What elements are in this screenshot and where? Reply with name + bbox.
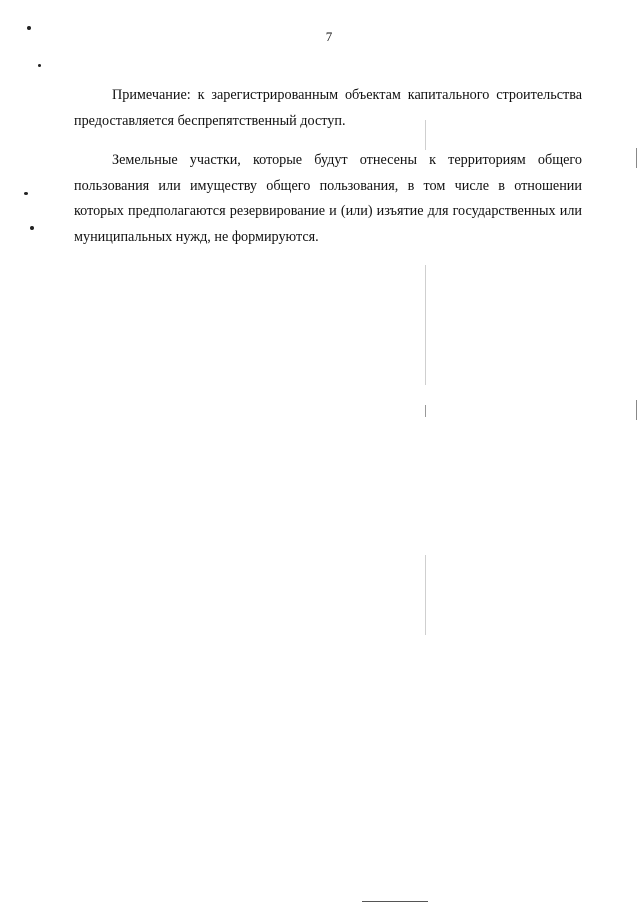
scan-line — [425, 265, 426, 385]
scan-line — [362, 901, 428, 902]
scan-speck — [24, 192, 28, 195]
scan-line — [425, 120, 426, 150]
scan-speck — [38, 64, 41, 67]
scan-line — [425, 555, 426, 635]
scan-line — [636, 400, 637, 420]
scan-speck — [30, 226, 34, 230]
note-paragraph: Примечание: к зарегистрированным объектам капитального строительства предоставляется беспрепятственный доступ. — [74, 87, 582, 129]
land-plots-paragraph: Земельные участки, которые будут отнесены к территориям общего пользования или имуществу общего пользования, в том числе в отношении которых предполагаются резервирование и (или) изъятие для государственных или муниципальных нужд, не формируются. — [74, 152, 582, 245]
page-number: 7 — [325, 29, 333, 44]
scan-line — [636, 148, 637, 168]
scan-line — [425, 405, 426, 417]
scan-speck — [27, 26, 31, 30]
